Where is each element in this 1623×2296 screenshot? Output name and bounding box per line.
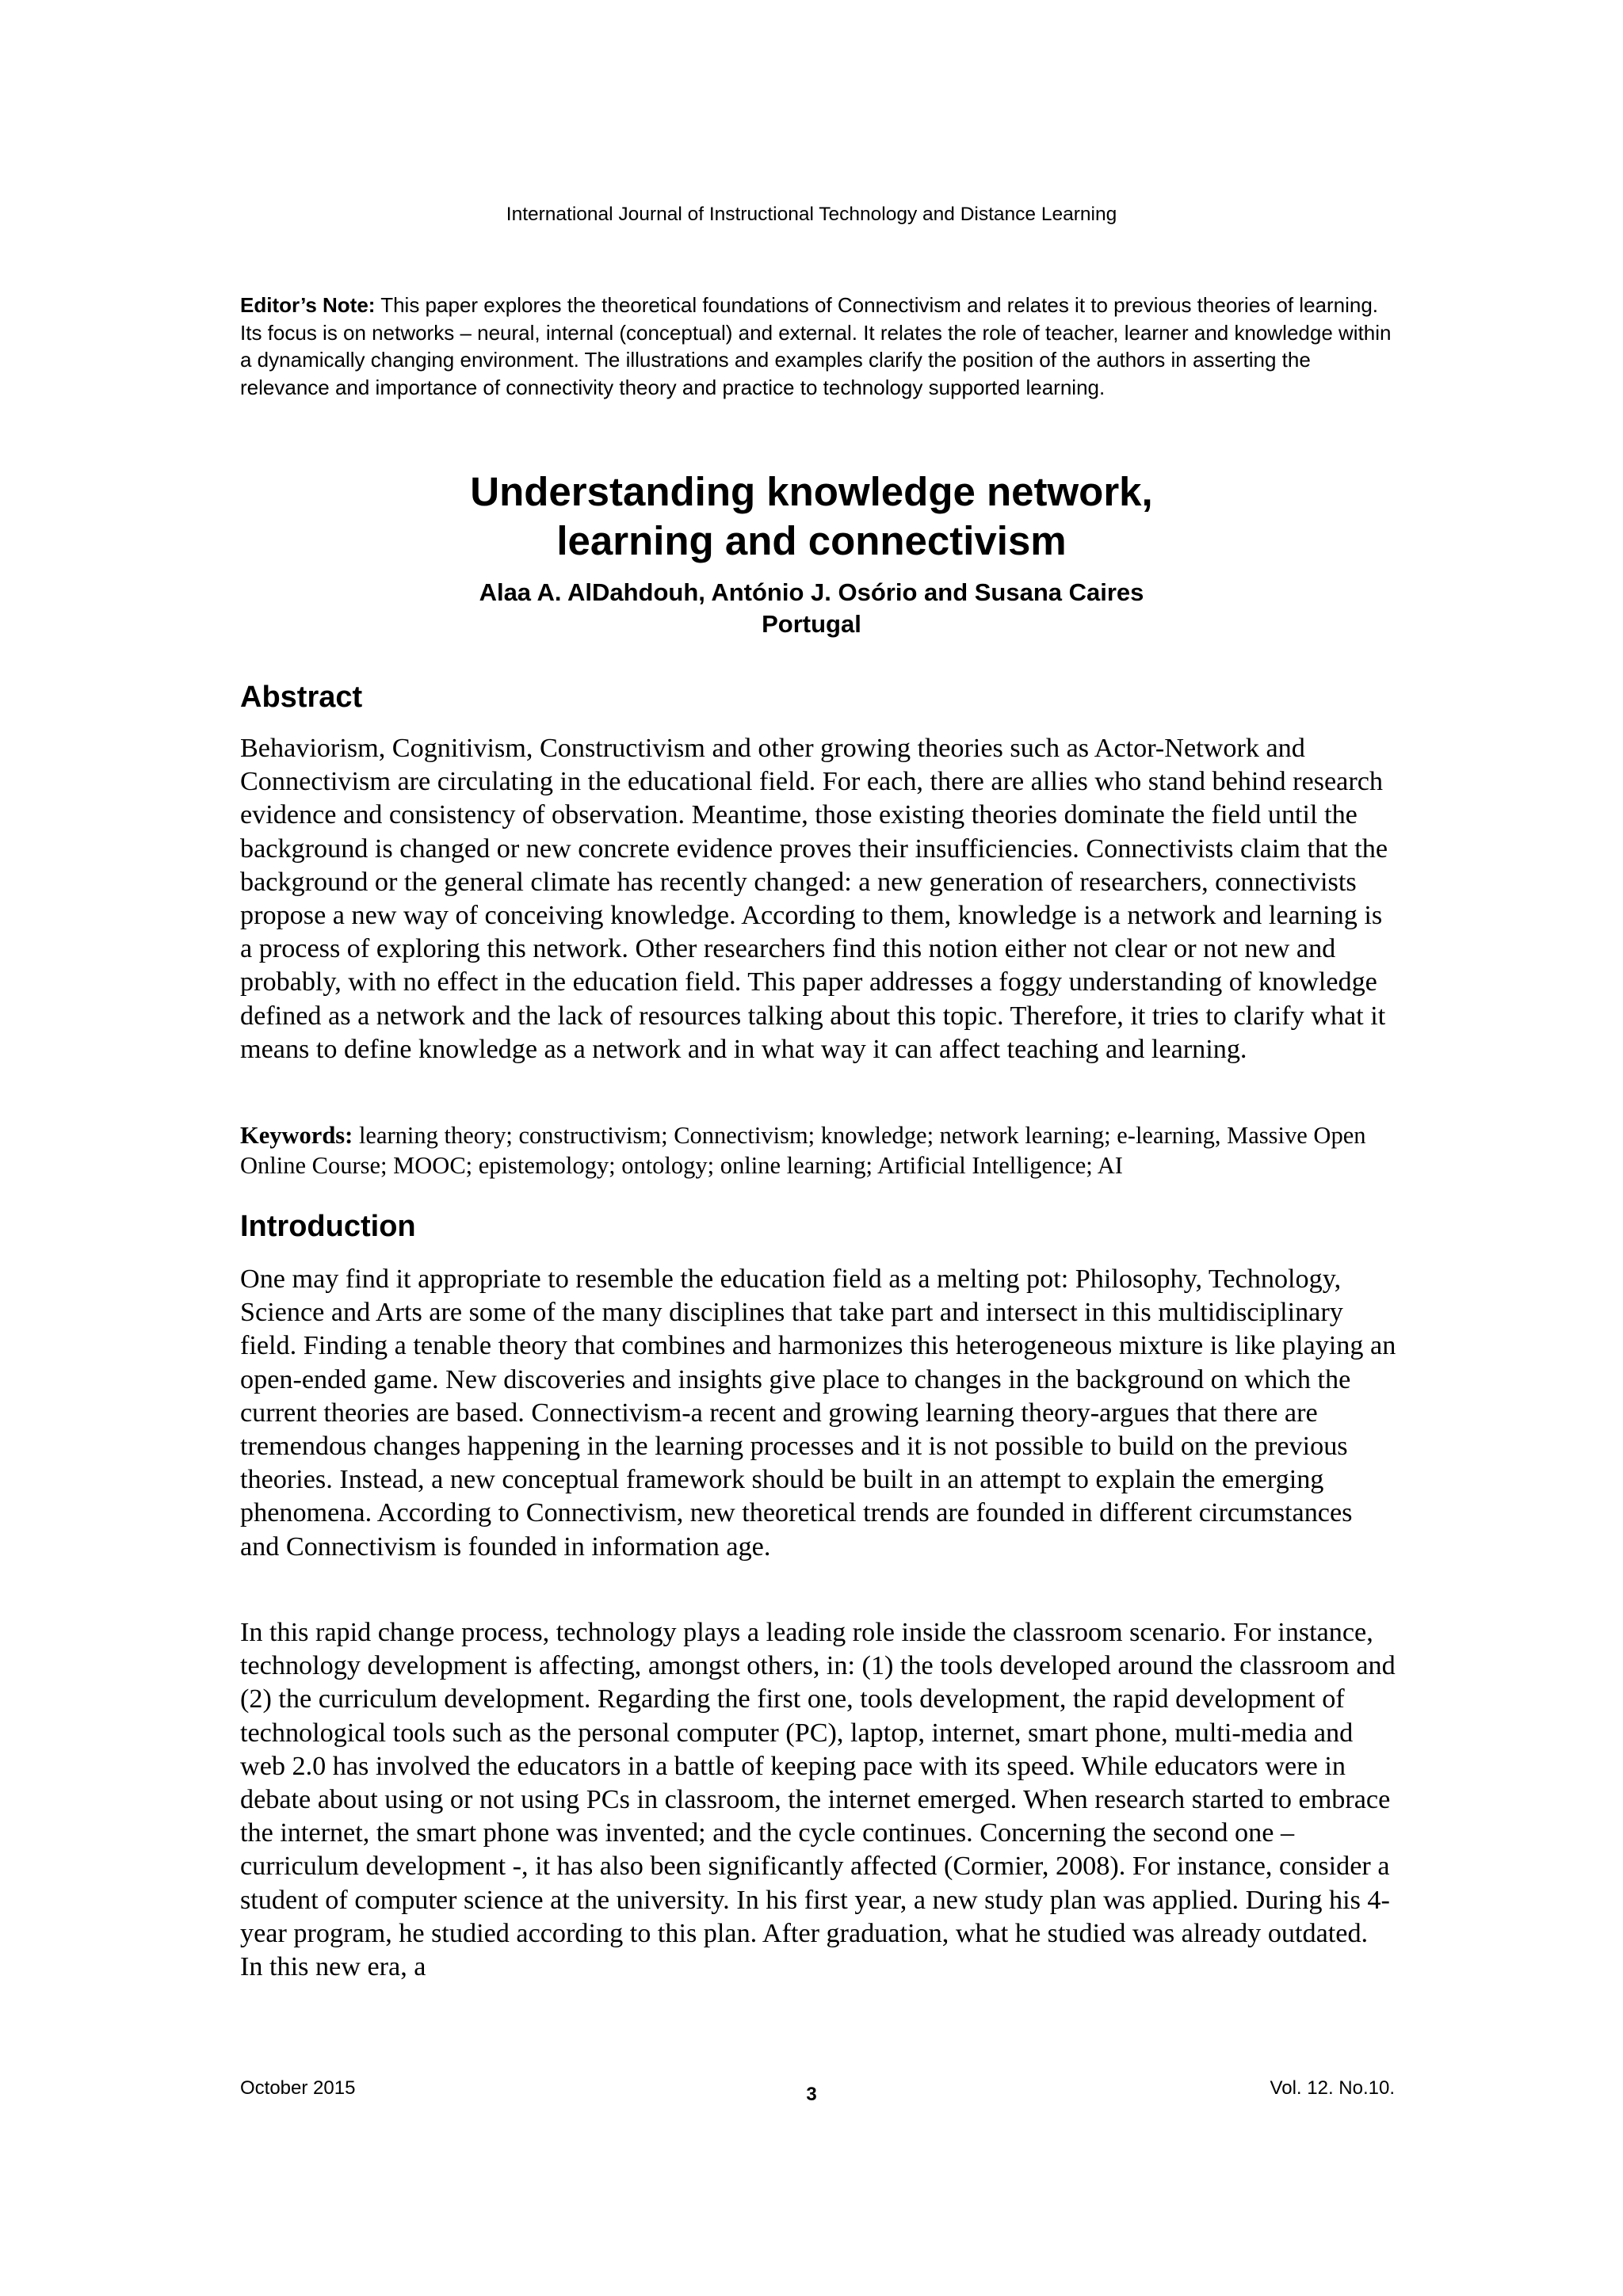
footer-date: October 2015 (240, 2077, 356, 2099)
abstract-heading: Abstract (240, 681, 363, 714)
journal-header: International Journal of Instructional Technology and Distance Learning (506, 204, 1117, 225)
author-country: Portugal (762, 610, 861, 638)
introduction-heading: Introduction (240, 1210, 416, 1243)
page-number: 3 (806, 2084, 817, 2105)
title-block (0, 467, 1623, 640)
editors-note (240, 292, 1393, 401)
footer-volume: Vol. 12. No.10. (1270, 2077, 1395, 2099)
paper-title (0, 467, 1623, 566)
keywords-label: Keywords: (240, 1122, 353, 1149)
editors-note-label: Editor’s Note: (240, 293, 376, 317)
keywords (240, 1120, 1397, 1180)
keywords-text: learning theory; constructivism; Connectivism; knowledge; network learning; e-learning, Massive Open Online Course; MOOC; epistemology; ontology; online learning; Artificial Intelligence; AI (240, 1122, 1366, 1179)
editors-note-text: This paper explores the theoretical foundations of Connectivism and relates it to previous theories of learning. Its focus is on networks – neural, internal (conceptual) and external. It relates the role of teacher, learner and knowledge within a dynamically changing environment. The illustrations and examples clarify the position of the authors in asserting the relevance and importance of connectivity theory and practice to technology supported learning. (240, 293, 1392, 399)
introduction-paragraph-1: One may find it appropriate to resemble the education field as a melting pot: Philosophy, Technology, Science and Arts are some of the many disciplines that take part and intersect in this multidisciplinary field. Finding a tenable theory that combines and harmonizes this heterogeneous mixture is like playing an open-ended game. New discoveries and insights give place to changes in the background on which the current theories are based. Connectivism-a recent and growing learning theory-argues that there are tremendous changes happening in the learning processes and it is not possible to build on the previous theories. Instead, a new conceptual framework should be built in an attempt to explain the emerging phenomena. According to Connectivism, new theoretical trends are founded in different circumstances and Connectivism is founded in information age. (240, 1264, 1396, 1562)
abstract-text: Behaviorism, Cognitivism, Constructivism and other growing theories such as Actor-Network and Connectivism are circulating in the educational field. For each, there are allies who stand behind research evidence and consistency of observation. Meantime, those existing theories dominate the field until the background is changed or new concrete evidence proves their insufficiencies. Connectivists claim that the background or the general climate has recently changed: a new generation of researchers, connectivists propose a new way of conceiving knowledge. According to them, knowledge is a network and learning is a process of exploring this network. Other researchers find this notion either not clear or not new and probably, with no effect in the education field. This paper addresses a foggy understanding of knowledge defined as a network and the lack of resources talking about this topic. Therefore, it tries to clarify what it means to define knowledge as a network and in what way it can affect teaching and learning. (240, 734, 1388, 1064)
authors: Alaa A. AlDahdouh, António J. Osório and Susana Caires (479, 578, 1144, 606)
introduction-paragraph-2: In this rapid change process, technology plays a leading role inside the classroom scenario. For instance, technology development is affecting, amongst others, in: (1) the tools developed around the classroom and (2) the curriculum development. Regarding the first one, tools development, the rapid development of technological tools such as the personal computer (PC), laptop, internet, smart phone, multi-media and web 2.0 has involved the educators in a battle of keeping pace with its speed. While educators were in debate about using or not using PCs in classroom, the internet emerged. When research started to embrace the internet, the smart phone was invented; and the cycle continues. Concerning the second one – curriculum development -, it has also been significantly affected (Cormier, 2008). For instance, consider a student of computer science at the university. In his first year, a new study plan was applied. During his 4-year program, he studied according to this plan. After graduation, what he studied was already outdated. In this new era, a (240, 1618, 1396, 1982)
paper-title-line-1: Understanding knowledge network, (470, 469, 1153, 514)
paper-title-line-2: learning and connectivism (556, 518, 1067, 563)
